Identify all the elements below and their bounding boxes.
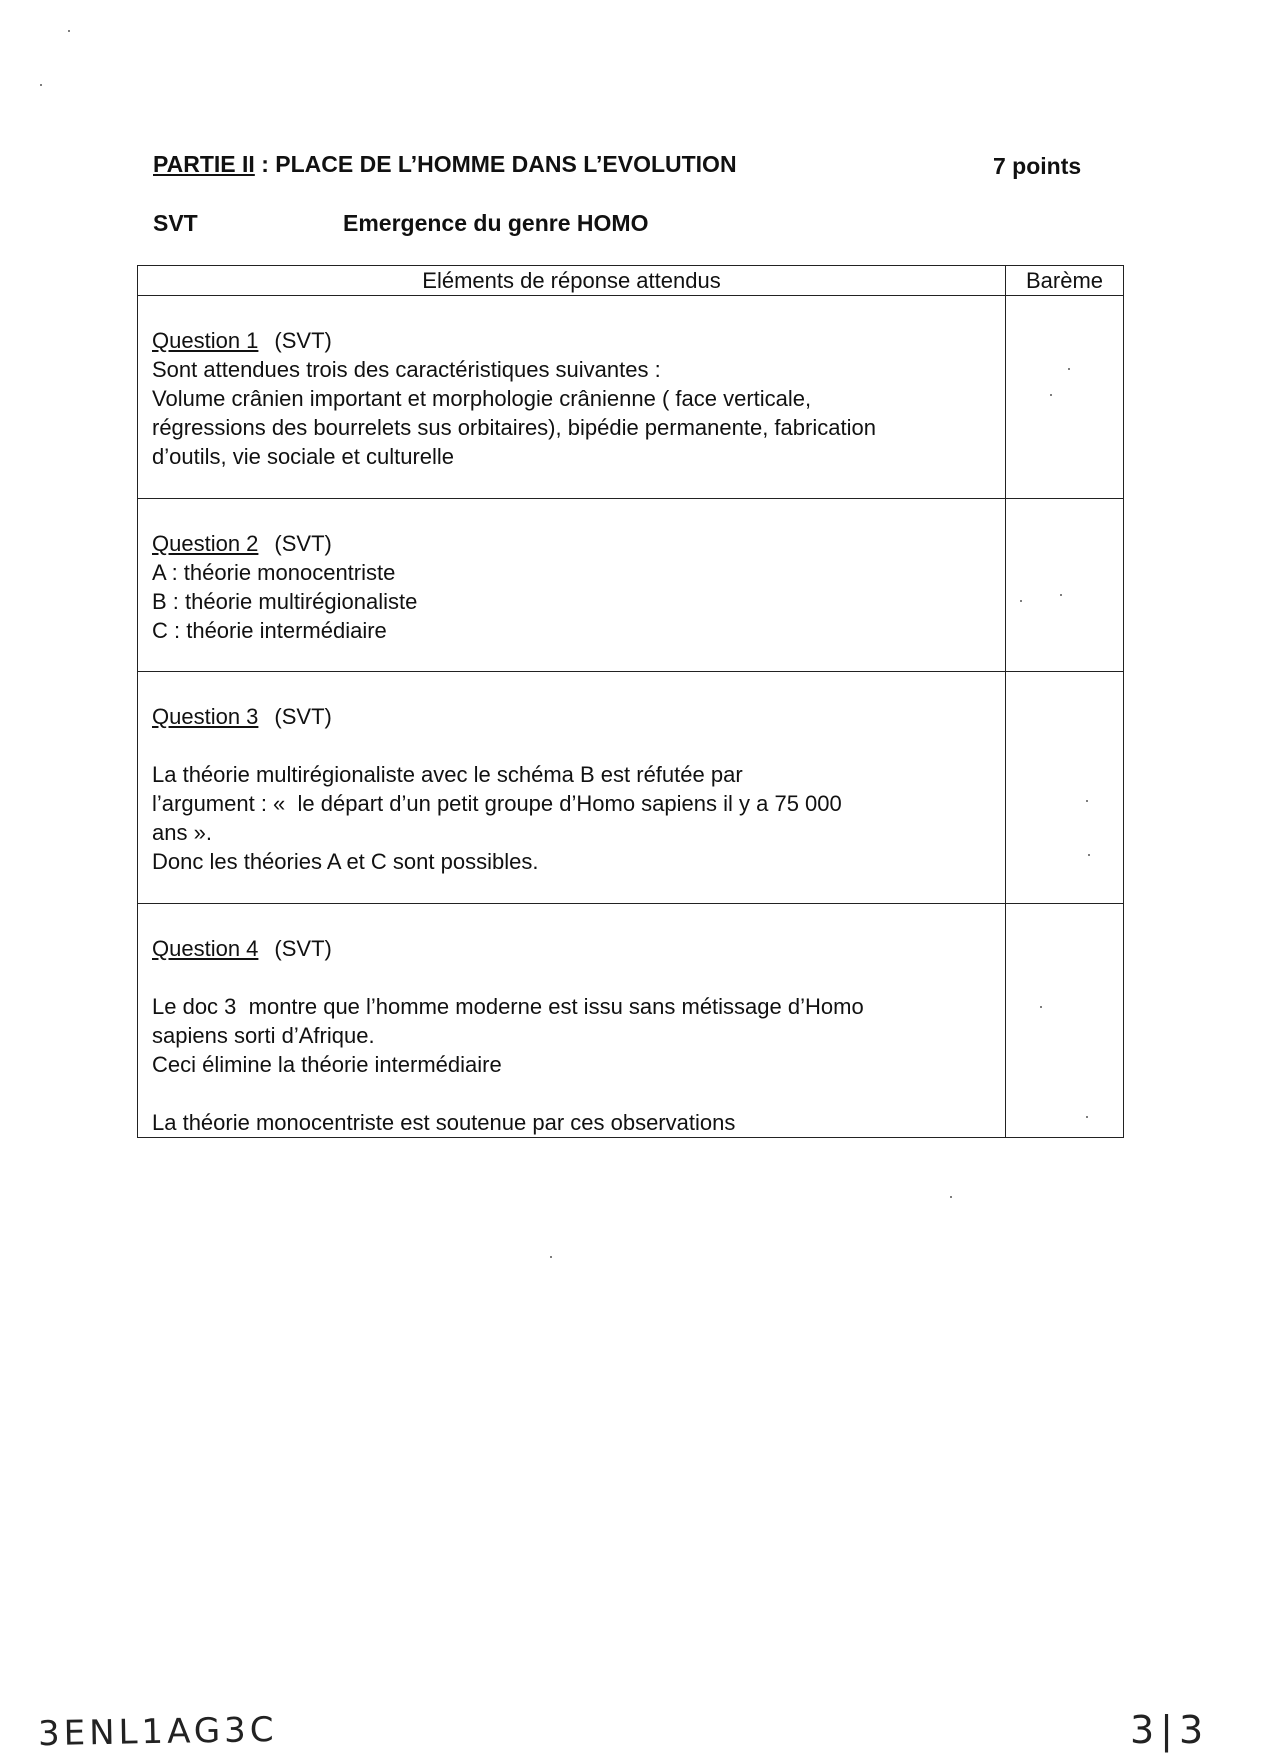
scan-speck xyxy=(1020,600,1022,602)
answer-line: La théorie monocentriste est soutenue par ces observations xyxy=(152,1110,736,1135)
question-1-cell xyxy=(138,296,1006,499)
spacer xyxy=(152,963,987,992)
answer-line: régressions des bourrelets sus orbitaires), bipédie permanente, fabrication xyxy=(152,415,876,440)
spacer xyxy=(152,731,987,760)
question-label: Question 3 xyxy=(152,704,259,729)
question-label: Question 1 xyxy=(152,328,259,353)
answer-line: C : théorie intermédiaire xyxy=(152,618,387,643)
question-label: Question 2 xyxy=(152,531,259,556)
scan-speck xyxy=(1060,594,1062,596)
table-row xyxy=(138,672,1124,904)
scan-speck xyxy=(950,1196,952,1198)
question-4-cell xyxy=(138,904,1006,1138)
question-4-title xyxy=(152,934,987,963)
points-label: 7 points xyxy=(993,153,1082,179)
answer-line: l’argument : « le départ d’un petit groupe d’Homo sapiens il y a 75 000 xyxy=(152,791,842,816)
table-header-row xyxy=(138,266,1124,296)
question-subject: (SVT) xyxy=(274,936,332,961)
answer-line: A : théorie monocentriste xyxy=(152,560,396,585)
scan-speck xyxy=(550,1256,552,1258)
subject-label: SVT xyxy=(153,210,198,236)
question-3-cell xyxy=(138,672,1006,904)
scan-speck xyxy=(1050,394,1052,396)
answer-line: Le doc 3 montre que l’homme moderne est issu sans métissage d’Homo xyxy=(152,994,864,1019)
bareme-cell xyxy=(1006,499,1124,672)
answer-line: Donc les théories A et C sont possibles. xyxy=(152,849,539,874)
question-2-title xyxy=(152,529,987,558)
question-3-title xyxy=(152,702,987,731)
topic-title: Emergence du genre HOMO xyxy=(343,210,649,236)
answer-line: ans ». xyxy=(152,820,212,845)
question-subject: (SVT) xyxy=(274,328,332,353)
spacer xyxy=(152,1079,987,1108)
part-label: PARTIE II xyxy=(153,151,255,177)
scan-speck xyxy=(1086,800,1088,802)
question-1-title xyxy=(152,326,987,355)
answer-line: d’outils, vie sociale et culturelle xyxy=(152,444,455,469)
bareme-cell xyxy=(1006,672,1124,904)
answer-line: Volume crânien important et morphologie crânienne ( face verticale, xyxy=(152,386,812,411)
answer-line: Ceci élimine la théorie intermédiaire xyxy=(152,1052,502,1077)
question-label: Question 4 xyxy=(152,936,259,961)
answer-table xyxy=(137,265,1124,1138)
handwritten-page-number: 3|3 xyxy=(1130,1708,1210,1752)
part-title: : PLACE DE L’HOMME DANS L’EVOLUTION xyxy=(254,151,737,177)
elements-column-header: Eléments de réponse attendus xyxy=(138,266,1006,296)
question-subject: (SVT) xyxy=(274,704,332,729)
bareme-cell xyxy=(1006,904,1124,1138)
scan-speck xyxy=(1040,1006,1042,1008)
bareme-cell xyxy=(1006,296,1124,499)
scan-speck xyxy=(68,30,70,32)
table-row xyxy=(138,904,1124,1138)
table-row xyxy=(138,499,1124,672)
part-heading xyxy=(153,151,737,178)
answer-line: La théorie multirégionaliste avec le schéma B est réfutée par xyxy=(152,762,743,787)
answer-line: Sont attendues trois des caractéristiques suivantes : xyxy=(152,357,661,382)
table-row xyxy=(138,296,1124,499)
handwritten-code: 3ENL1AG3C xyxy=(37,1709,278,1754)
bareme-column-header: Barème xyxy=(1006,266,1124,296)
question-2-cell xyxy=(138,499,1006,672)
scan-speck xyxy=(1068,368,1070,370)
scan-speck xyxy=(1086,1116,1088,1118)
question-subject: (SVT) xyxy=(274,531,332,556)
scan-speck xyxy=(40,84,42,86)
answer-line: sapiens sorti d’Afrique. xyxy=(152,1023,375,1048)
answer-line: B : théorie multirégionaliste xyxy=(152,589,418,614)
scan-speck xyxy=(1088,854,1090,856)
